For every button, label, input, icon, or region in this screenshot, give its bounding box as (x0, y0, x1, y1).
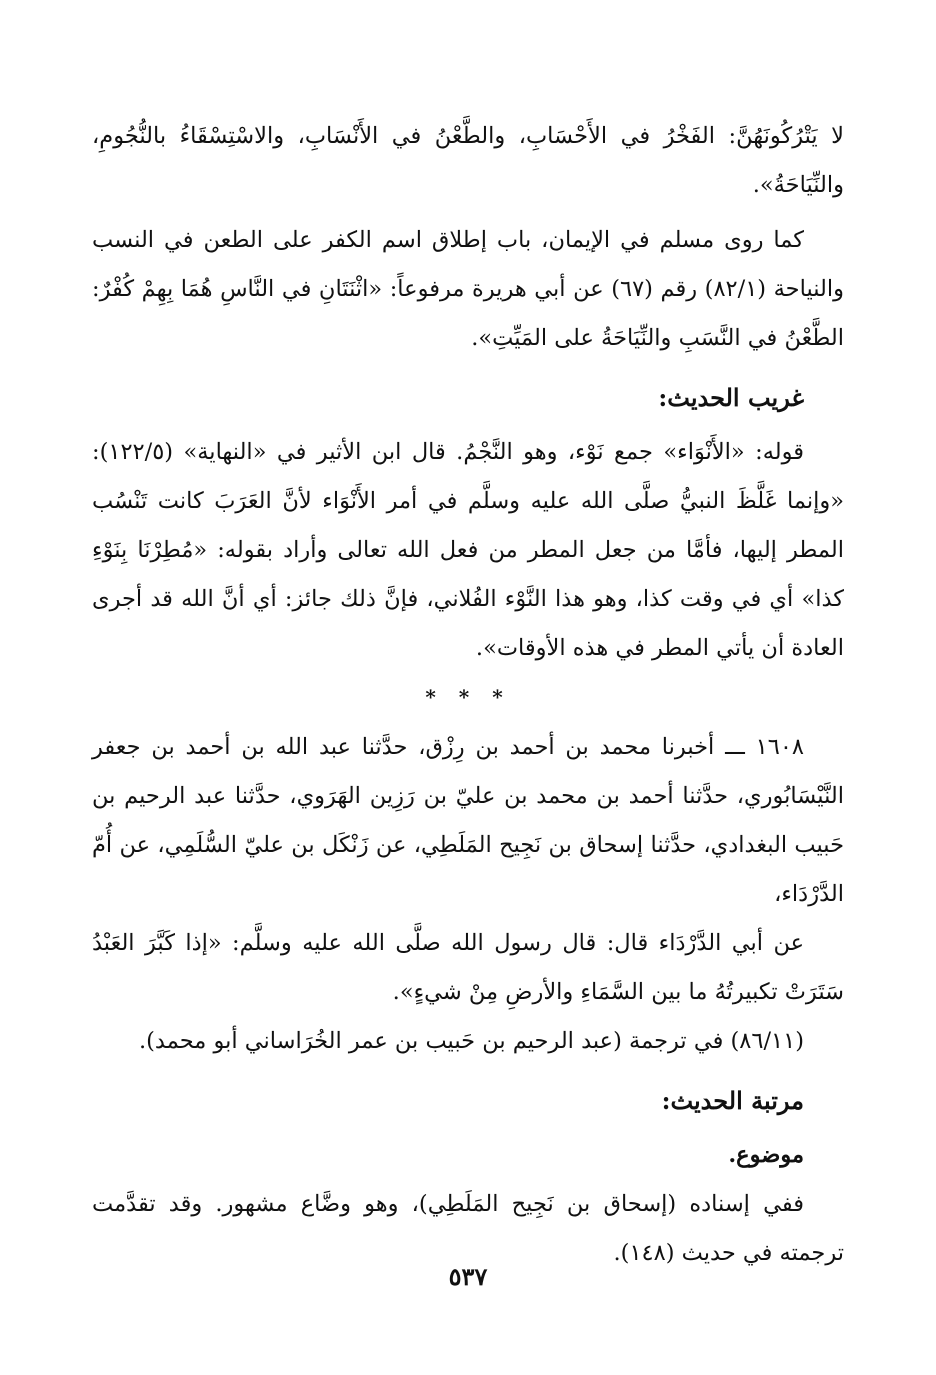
grading-heading: مرتبة الحديث: (661, 1086, 804, 1115)
grading-verdict: موضوع. (728, 1142, 804, 1168)
hadith-1608-matn: عن أبي الدَّرْدَاء قال: قال رسول الله صلَّى الله عليه وسلَّم: «إذا كَبَّرَ العَبْدُ سَتَرَتْ تكبيرتُهُ ما بين السَّمَاءِ والأرضِ مِنْ شيءٍ». (92, 930, 844, 1005)
hadith-1608-isnad: ١٦٠٨ ـــ أخبرنا محمد بن أحمد بن رِزْق، حدَّثنا عبد الله بن أحمد بن جعفر النَّيْسَابُوري، حدَّثنا أحمد بن محمد بن عليّ بن رَزِين الهَرَوي، حدَّثنا عبد الرحيم بن حَبيب البغدادي، حدَّثنا إسحاق بن نَجِيح المَلَطِي، عن زَنْكَل بن عليّ السُّلَمِي، عن أُمّ الدَّرْدَاء، (92, 734, 844, 907)
page-number: ٥٣٧ (448, 1262, 488, 1291)
muslim-reference-paragraph: كما روى مسلم في الإيمان، باب إطلاق اسم الكفر على الطعن في النسب والنياحة (٨٢/١) رقم (٦٧) عن أبي هريرة مرفوعاً: «اثْنَتَانِ في النَّاسِ هُمَا بِهِمْ كُفْرٌ: الطَّعْنُ في النَّسَبِ والنِّيَاحَةُ على المَيِّتِ». (92, 227, 844, 351)
gharib-heading: غريب الحديث: (658, 383, 804, 412)
anwa-explanation-paragraph: قوله: «الأَنْوَاء» جمع نَوْء، وهو النَّجْمُ. قال ابن الأثير في «النهاية» (١٢٢/٥): «وإنما غَلَّظَ النبيُّ صلَّى الله عليه وسلَّم في أمر الأَنْوَاء لأنَّ العَرَبَ كانت تَنْسُب المطر إليها، فأمَّا من جعل المطر من فعل الله تعالى وأراد بقوله: «مُطِرْنَا بِنَوْءِ كذا» أي في وقت كذا، وهو هذا النَّوْء الفُلاني، فإنَّ ذلك جائز: أي أنَّ الله قد أجرى العادة أن يأتي المطر في هذه الأوقات». (92, 439, 844, 661)
source-reference: (٨٦/١١) في ترجمة (عبد الرحيم بن حَبيب بن عمر الخُرَاساني أبو محمد). (138, 1028, 804, 1054)
grading-explanation: ففي إسناده (إسحاق بن نَجِيح المَلَطِي)، وهو وضَّاع مشهور. وقد تقدَّمت ترجمته في حديث (١٤٨). (92, 1191, 844, 1266)
section-separator: * * * (425, 685, 511, 709)
page-body (92, 112, 844, 1278)
hadith-ending-paragraph: لا يَتْرُكُونَهُنَّ: الفَخْرُ في الأَحْسَابِ، والطَّعْنُ في الأَنْسَابِ، والاسْتِسْقَاءُ بالنُّجُومِ، والنِّيَاحَةُ». (92, 123, 844, 198)
